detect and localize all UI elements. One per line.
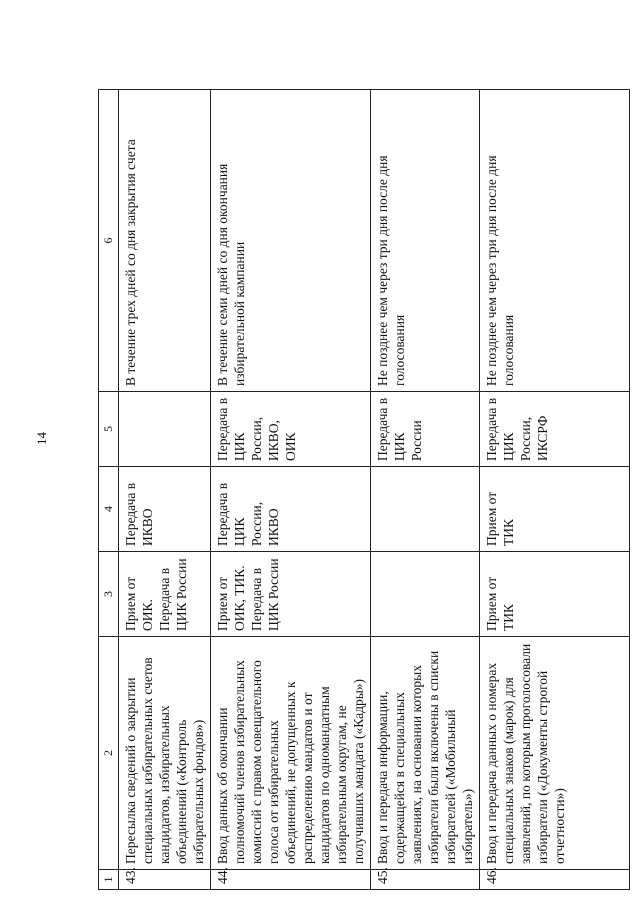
table-container [98,90,618,890]
row-col4 [371,467,480,552]
row-number: 46. [480,870,630,890]
row-number: 45. [371,870,480,890]
row-col6: Не позднее чем через три дня после дня голосования [371,90,480,392]
row-description: Ввод данных об окончании полномочий членов избирательных комиссий с правом совещательного голоса от избирательных объединений, не допущенных к распределению мандатов и от кандидатов по одномандатным избирательным округам, не получивших мандата («Кадры») [211,637,371,870]
row-col6: В течение трех дней со дня закрытия счета [119,90,211,392]
row-description: Ввод и передача данных о номерах специальных знаков (марок) для заявлений, по которым проголосовали избиратели («Документы строгой отчетности») [480,637,630,870]
table-row [211,90,371,890]
row-col4: Передача в ИКВО [119,467,211,552]
header-cell-4: 4 [99,467,119,552]
table-row [480,90,630,890]
row-number: 43. [119,870,211,890]
row-col3: Прием от ТИК [480,552,630,637]
header-cell-5: 5 [99,392,119,467]
rotated-table-frame [98,90,618,890]
table-row [119,90,211,890]
header-cell-6: 6 [99,90,119,392]
row-col3: Прием от ОИК, ТИК. Передача в ЦИК России [211,552,371,637]
row-description: Пересылка сведений о закрытии специальных избирательных счетов кандидатов, избирательных объединений («Контроль избирательных фондов») [119,637,211,870]
row-col5 [119,392,211,467]
row-col5: Передача в ЦИК России [371,392,480,467]
row-col6: Не позднее чем через три дня после дня голосования [480,90,630,392]
row-description: Ввод и передача информации, содержащейся в специальных заявлениях, на основании которых избиратели были включены в списки избирателей («Мобильный избиратель») [371,637,480,870]
header-cell-2: 2 [99,637,119,870]
row-col5: Передача в ЦИК России, ИКСРФ [480,392,630,467]
header-row [99,90,119,890]
row-col3: Прием от ОИК. Передача в ЦИК России [119,552,211,637]
header-cell-1: 1 [99,870,119,890]
row-col6: В течение семи дней со дня окончания избирательной кампании [211,90,371,392]
row-col5: Передача в ЦИК России, ИКВО, ОИК [211,392,371,467]
row-number: 44. [211,870,371,890]
row-col4: Передача в ЦИК России, ИКВО [211,467,371,552]
row-col3 [371,552,480,637]
header-cell-3: 3 [99,552,119,637]
schedule-table [98,89,630,890]
page-number: 14 [34,432,49,445]
table-row [371,90,480,890]
row-col4: Прием от ТИК [480,467,630,552]
